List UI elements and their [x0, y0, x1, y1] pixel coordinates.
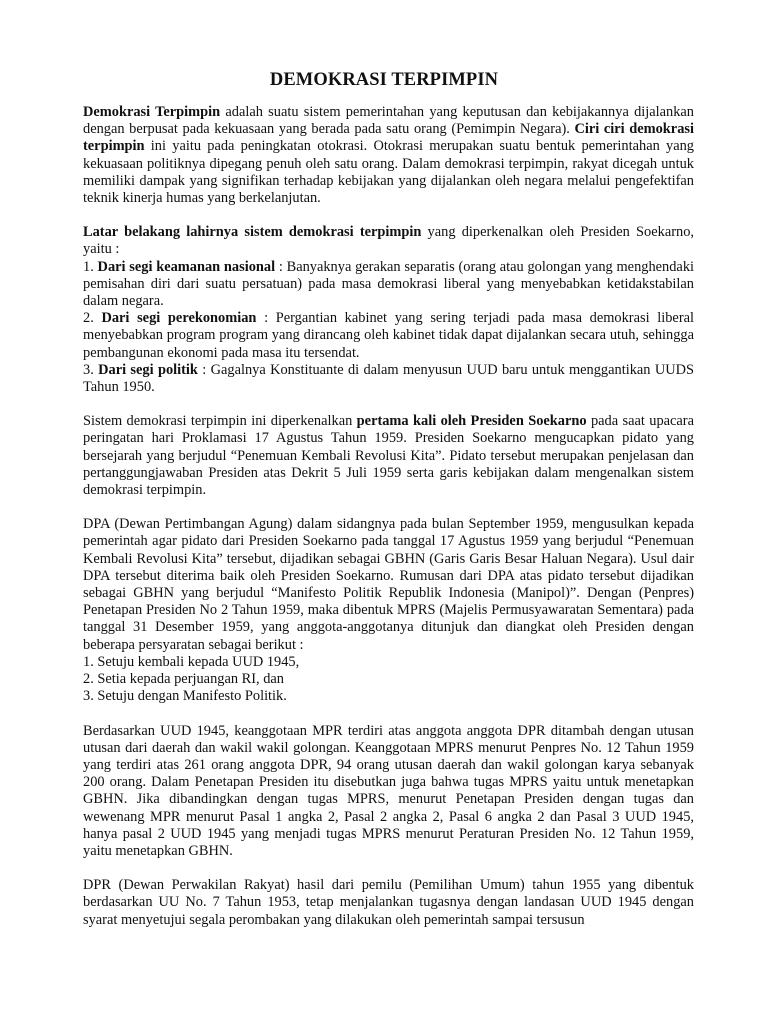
- list-item-text: : Pergantian kabinet yang sering terjadi pada masa demokrasi liberal menyebabkan program program yang dirancang oleh kabinet tidak dapat dijalankan secara utuh, sehingga pembangunan ekonomi pada masa itu tersendat.: [83, 310, 694, 361]
- list-number: 3.: [83, 361, 99, 378]
- paragraph-text: yang diperkenalkan oleh Presiden Soekarno, yaitu :: [83, 224, 694, 258]
- document-body: [83, 104, 694, 946]
- paragraph-mpr: Berdasarkan UUD 1945, keanggotaan MPR terdiri atas anggota anggota DPR ditambah dengan utusan utusan dari daerah dan wakil wakil golongan. Keanggotaan MPRS menurut Penpres No. 12 Tahun 1959 yang terdiri atas 261 orang anggota DPR, 94 orang utusan daerah dan wakil golongan karya sebanyak 200 orang. Dalam Penetapan Presiden itu disebutkan juga bahwa tugas MPRS yaitu untuk menetapkan GBHN. Jika dibandingkan dengan tugas MPRS, menurut Penetapan Presiden dengan tugas dan wewenang MPR menurut Pasal 1 angka 2, Pasal 2 angka 2, Pasal 6 angka 2 dan Pasal 3 UUD 1945, hanya pasal 2 UUD 1945 yang menjadi tugas MPRS menurut Peraturan Presiden No. 12 Tahun 1959, yaitu menetapkan GBHN.: [83, 722, 694, 859]
- paragraph-background: [83, 224, 694, 396]
- page-title: DEMOKRASI TERPIMPIN: [269, 70, 499, 90]
- paragraph-text: DPA (Dewan Pertimbangan Agung) dalam sidangnya pada bulan September 1959, mengusulkan kepada pemerintah agar pidato dari Presiden Soekarno pada tanggal 17 Agustus 1959 yang berjudul “Penemuan Kembali Revolusi Kita” tersebut, dijadikan sebagai GBHN (Garis Garis Besar Haluan Negara). Usul dair DPA tersebut diterima baik oleh Presiden Soekarno. Rumusan dari DPA atas pidato tersebut dijadikan sebagai GBHN yang berjudul “Manifesto Politik Republik Indonesia (Manipol)”. Dengan (Penpres) Penetapan Presiden No 2 Tahun 1959, maka dibentuk MPRS (Majelis Permusyawaratan Sementara) pada tanggal 31 Desember 1959, yang anggota-anggotanya ditunjuk dan diangkat oleh Presiden dengan beberapa persyaratan sebagai berikut :: [83, 516, 694, 653]
- bold-term: Demokrasi Terpimpin: [83, 104, 221, 120]
- list-item: [83, 310, 694, 362]
- bold-term: Dari segi perekonomian: [101, 310, 257, 327]
- paragraph-definition: [83, 104, 694, 207]
- bold-term: pertama kali oleh Presiden Soekarno: [356, 413, 587, 430]
- list-item: [83, 259, 694, 311]
- list-item: [83, 362, 694, 396]
- list-number: 2.: [83, 310, 102, 327]
- paragraph-text: pada saat upacara peringatan hari Proklamasi 17 Agustus Tahun 1959. Presiden Soekarno mengucapkan pidato yang bersejarah yang berjudul “Penemuan Kembali Revolusi Kita”. Pidato tersebut merupakan penjelasan dan pertanggungjawaban Presiden atas Dekrit 5 Juli 1959 serta garis kebijakan dalam mengenalkan sistem demokrasi terpimpin.: [83, 413, 694, 499]
- paragraph-text: adalah suatu sistem pemerintahan yang keputusan dan kebijakannya dijalankan dengan berpusat pada kekuasaan yang berada pada satu orang (Pemimpin Negara).: [83, 104, 695, 138]
- list-intro: [83, 224, 694, 258]
- list-item: 2. Setia kepada perjuangan RI, dan: [83, 671, 284, 688]
- list-item: 1. Setuju kembali kepada UUD 1945,: [83, 653, 300, 670]
- bold-term: Dari segi politik: [98, 361, 198, 378]
- paragraph-introduction: [83, 413, 694, 499]
- bold-term: Ciri ciri demokrasi terpimpin: [83, 121, 694, 155]
- bold-term: Latar belakang lahirnya sistem demokrasi terpimpin: [83, 224, 422, 241]
- list-number: 1.: [83, 258, 98, 275]
- list-item: 3. Setuju dengan Manifesto Politik.: [83, 688, 287, 705]
- paragraph-text: ini yaitu pada peningkatan otokrasi. Otokrasi merupakan suatu bentuk pemerintahan yang kekuasaan politiknya dipegang penuh oleh satu orang. Dalam demokrasi terpimpin, rakyat dicegah untuk memiliki dampak yang signifikan terhadap kebijakan yang dijalankan oleh negara melalui pengefektifan teknik kinerja humas yang berkelanjutan.: [83, 138, 694, 207]
- paragraph-dpr: DPR (Dewan Perwakilan Rakyat) hasil dari pemilu (Pemilihan Umum) tahun 1955 yang dibentuk berdasarkan UU No. 7 Tahun 1953, tetap menjalankan tugasnya dengan landasan UUD 1945 dengan syarat menyetujui segala perombakan yang dilakukan oleh pemerintah sampai tersusun: [83, 877, 694, 928]
- list-item-text: : Gagalnya Konstituante di dalam menyusun UUD baru untuk menggantikan UUDS Tahun 1950.: [83, 361, 694, 396]
- paragraph-text: Sistem demokrasi terpimpin ini diperkenalkan: [83, 413, 357, 430]
- bold-term: Dari segi keamanan nasional: [97, 258, 276, 275]
- list-item-text: : Banyaknya gerakan separatis (orang atau golongan yang menghendaki pemisahan diri dari suatu persatuan) pada masa demokrasi liberal yang menyebabkan ketidakstabilan dalam negara.: [83, 258, 695, 310]
- paragraph-dpa: [83, 516, 694, 705]
